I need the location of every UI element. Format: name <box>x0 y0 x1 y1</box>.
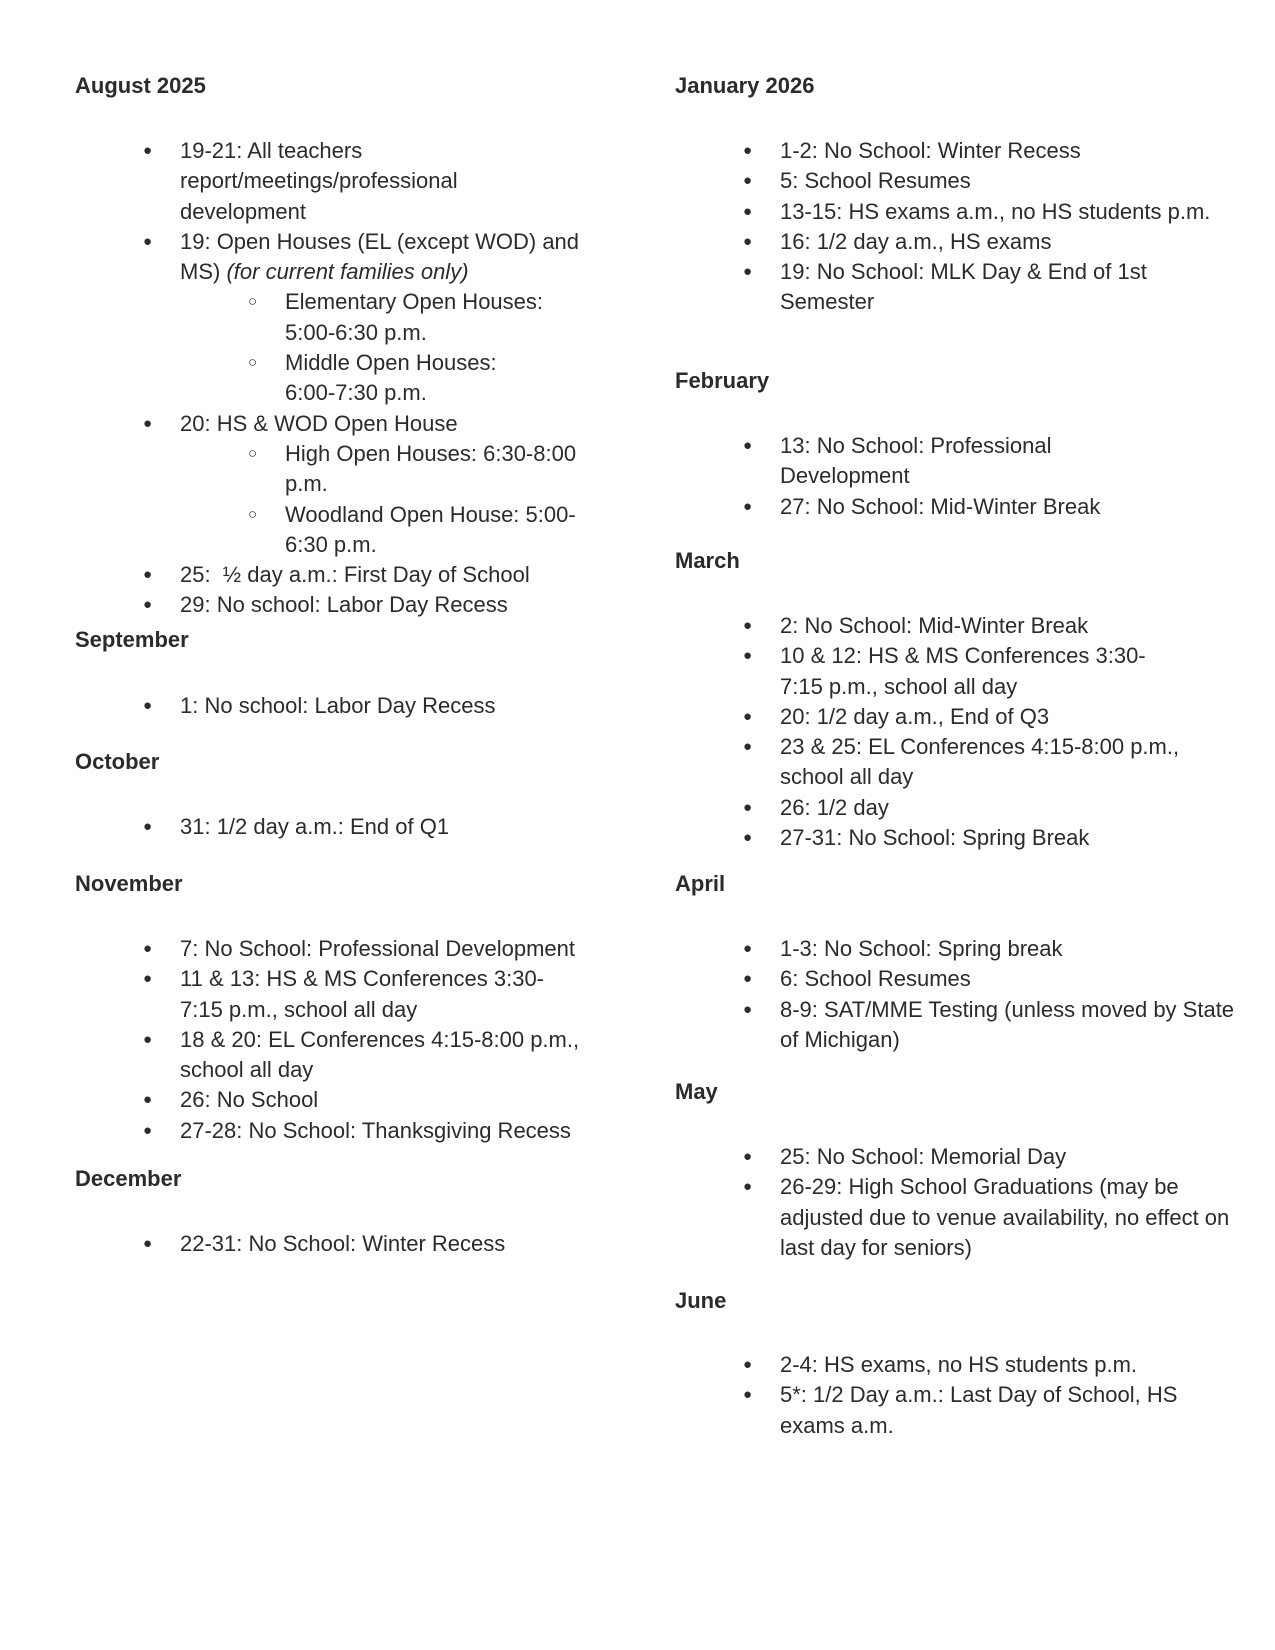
event-text: 19: No School: MLK Day & End of 1st Semester <box>780 259 1147 315</box>
event-text: 16: 1/2 day a.m., HS exams <box>780 228 1052 254</box>
may-events <box>675 1142 1235 1263</box>
event-item <box>675 197 1235 227</box>
event-item <box>675 1350 1235 1380</box>
month-heading-september: September <box>75 627 189 652</box>
event-item <box>675 995 1235 1056</box>
event-item <box>75 934 635 964</box>
event-text: 10 & 12: HS & MS Conferences 3:30-7:15 p.m., school all day <box>780 643 1146 699</box>
event-item <box>75 691 635 721</box>
event-text: 2: No School: Mid-Winter Break <box>780 613 1089 638</box>
event-item <box>675 702 1235 732</box>
event-item <box>75 409 635 560</box>
month-heading-march: March <box>675 548 740 573</box>
event-item <box>75 590 635 620</box>
event-text: 22-31: No School: Winter Recess <box>180 1231 506 1256</box>
event-text: 1-2: No School: Winter Recess <box>780 138 1081 163</box>
sub-text: Middle Open Houses: 6:00-7:30 p.m. <box>285 350 497 406</box>
december-events <box>75 1229 635 1259</box>
event-text: 11 & 13: HS & MS Conferences 3:30-7:15 p.m., school all day <box>180 966 544 1022</box>
event-text: 25: ½ day a.m.: First Day of School <box>180 562 530 588</box>
february-events <box>675 431 1235 522</box>
sub-text: High Open Houses: 6:30-8:00 p.m. <box>285 440 577 497</box>
event-item <box>75 1025 635 1086</box>
event-text: 23 & 25: EL Conferences 4:15-8:00 p.m., school all day <box>780 734 1180 790</box>
event-item <box>675 934 1235 964</box>
event-text: 19: Open Houses (EL (except WOD) and MS) <box>180 228 580 285</box>
event-text: 13: No School: Professional Development <box>780 433 1052 489</box>
event-item <box>75 136 635 227</box>
june-events <box>675 1350 1235 1441</box>
event-text: 26-29: High School Graduations (may be adjusted due to venue availability, no effect on last day for seniors) <box>780 1174 1230 1260</box>
event-item <box>675 641 1235 702</box>
event-item <box>75 1085 635 1115</box>
event-text: 25: No School: Memorial Day <box>780 1144 1067 1169</box>
event-text: 7: No School: Professional Development <box>180 936 575 961</box>
month-heading-august: August 2025 <box>75 73 206 98</box>
january-events <box>675 136 1235 318</box>
event-text: 29: No school: Labor Day Recess <box>180 592 508 618</box>
event-item <box>75 227 635 409</box>
event-text: 27-28: No School: Thanksgiving Recess <box>180 1117 571 1143</box>
event-item <box>675 431 1235 492</box>
event-item <box>75 1116 635 1146</box>
event-text: 5*: 1/2 Day a.m.: Last Day of School, HS exams a.m. <box>780 1382 1178 1438</box>
event-note: (for current families only) <box>226 259 469 285</box>
sub-text: Elementary Open Houses: 5:00-6:30 p.m. <box>285 289 544 345</box>
august-events <box>75 136 635 621</box>
event-text: 26: 1/2 day <box>780 794 889 820</box>
event-item <box>675 823 1235 853</box>
event-item <box>675 1172 1235 1263</box>
april-events <box>675 934 1235 1055</box>
event-text: 1-3: No School: Spring break <box>780 936 1063 961</box>
event-item <box>75 964 635 1025</box>
event-item <box>675 166 1235 196</box>
month-heading-february: February <box>675 368 770 393</box>
sub-item <box>180 348 615 409</box>
sub-list <box>180 287 615 408</box>
event-item <box>75 812 635 842</box>
month-heading-june: June <box>675 1288 727 1313</box>
month-heading-december: December <box>75 1166 182 1191</box>
event-text: 6: School Resumes <box>780 966 971 992</box>
month-heading-may: May <box>675 1079 718 1104</box>
event-item <box>675 257 1235 318</box>
event-text: 20: 1/2 day a.m., End of Q3 <box>780 703 1050 729</box>
event-item <box>675 964 1235 994</box>
event-text: 31: 1/2 day a.m.: End of Q1 <box>180 814 450 839</box>
event-text: 19-21: All teachers report/meetings/professional development <box>180 138 458 224</box>
event-item <box>675 793 1235 823</box>
sub-item <box>180 500 635 561</box>
month-heading-october: October <box>75 749 160 774</box>
month-heading-november: November <box>75 871 183 896</box>
sub-item <box>180 439 635 500</box>
event-text: 8-9: SAT/MME Testing (unless moved by State of Michigan) <box>780 996 1235 1052</box>
event-text: 27-31: No School: Spring Break <box>780 825 1090 851</box>
sub-item <box>180 287 615 348</box>
march-events <box>675 611 1235 853</box>
event-text: 2-4: HS exams, no HS students p.m. <box>780 1352 1138 1377</box>
event-item <box>675 136 1235 166</box>
event-item <box>675 492 1235 522</box>
event-text: 27: No School: Mid-Winter Break <box>780 493 1101 519</box>
event-item <box>675 227 1235 257</box>
event-text: 13-15: HS exams a.m., no HS students p.m. <box>780 198 1211 224</box>
event-text: 18 & 20: EL Conferences 4:15-8:00 p.m., school all day <box>180 1026 580 1083</box>
sub-list <box>180 439 635 560</box>
event-item <box>75 560 635 590</box>
october-events <box>75 812 635 842</box>
month-heading-january: January 2026 <box>675 73 815 98</box>
sub-text: Woodland Open House: 5:00-6:30 p.m. <box>285 501 576 557</box>
month-heading-april: April <box>675 871 726 896</box>
event-item <box>675 1380 1235 1441</box>
event-item <box>675 732 1235 793</box>
event-item <box>675 1142 1235 1172</box>
event-item <box>75 1229 635 1259</box>
event-text: 1: No school: Labor Day Recess <box>180 693 496 718</box>
event-text: 26: No School <box>180 1087 319 1113</box>
september-events <box>75 691 635 721</box>
event-text: 5: School Resumes <box>780 168 971 194</box>
november-events <box>75 934 635 1146</box>
event-item <box>675 611 1235 641</box>
event-text: 20: HS & WOD Open House <box>180 410 458 436</box>
